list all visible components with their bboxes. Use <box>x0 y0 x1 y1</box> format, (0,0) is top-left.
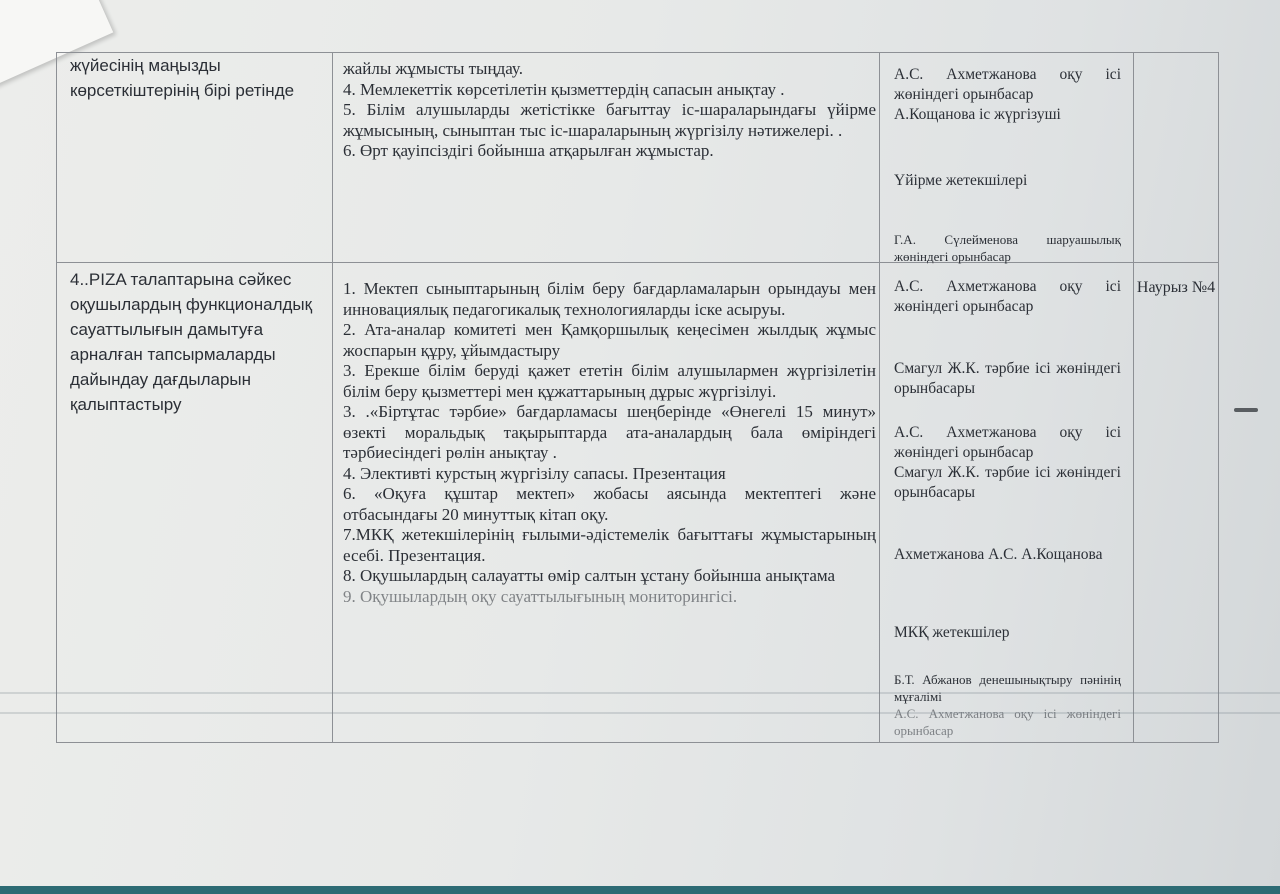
deadline-text <box>1134 53 1218 67</box>
responsible-person: Ахметжанова А.С. А.Кощанова <box>894 546 1103 563</box>
task-item: 1. Мектеп сыныптарының білім беру бағдарламаларын орындауы мен инновациялық педагогикалық технологияларды іске асыруы. <box>343 279 876 319</box>
task-item: 8. Оқушылардың салауатты өмір салтын ұстану бойынша анықтама <box>343 566 836 585</box>
task-item: 4. Мемлекеттік көрсетілетін қызметтердің сапасын анықтау . <box>343 79 785 99</box>
task-item: жайлы жұмысты тыңдау. <box>343 59 523 78</box>
task-item: 4. Элективті курстың жүргізілу сапасы. Презентация <box>343 463 726 483</box>
tasks-cell <box>333 53 880 263</box>
deadline-cell <box>1134 53 1219 263</box>
table-row <box>57 263 1219 743</box>
tasks-cell <box>333 263 880 743</box>
responsible-person: Смагул Ж.К. тәрбие ісі жөніндегі орынбасары <box>894 464 1121 501</box>
goal-cell <box>57 53 333 263</box>
task-item: 5. Білім алушыларды жетістікке бағыттау іс-шараларындағы үйірме жұмысының, сыныптан тыс іс-шараларының жүргізілу нәтижелері. . <box>343 100 876 140</box>
background-surface <box>0 886 1280 894</box>
task-item: 6. «Оқуға құштар мектеп» жобасы аясында мектептегі және отбасындағы 20 минуттық кітап оқу. <box>343 484 876 524</box>
responsible-person: Б.Т. Абжанов денешынықтыру пәнінің мұғалімі <box>894 672 1121 704</box>
work-plan-table <box>56 52 1219 743</box>
task-item: 9. Оқушылардың оқу сауаттылығының мониторингісі. <box>343 586 738 606</box>
responsible-person: А.С. Ахметжанова оқу ісі жөніндегі орынбасар <box>894 66 1121 103</box>
responsible-person: Г.А. Сүлейменова шаруашылық жөніндегі орынбасар <box>894 232 1121 264</box>
responsible-person: Смагул Ж.К. тәрбие ісі жөніндегі орынбасары <box>894 360 1121 397</box>
task-item: 3. Ерекше білім беруді қажет ететін білім алушылармен жүргізілетін білім беру қызметтері мен құжаттарының дұрыс жүргізілуі. <box>343 361 876 401</box>
deadline-text: Наурыз №4 <box>1136 279 1216 296</box>
paper-fold-line <box>0 712 1280 714</box>
task-item: 6. Өрт қауіпсіздігі бойынша атқарылған жұмыстар. <box>343 141 714 160</box>
goal-cell <box>57 263 333 743</box>
goal-text: жүйесінің маңызды көрсеткіштерінің бірі ретінде <box>70 56 295 100</box>
responsible-person: А.Кощанова іс жүргізуші <box>894 106 1061 123</box>
task-item: 7.МКҚ жетекшілерінің ғылыми-әдістемелік бағыттағы жұмыстарының есебі. Презентация. <box>343 525 876 565</box>
responsible-cell <box>880 53 1134 263</box>
table-row <box>57 53 1219 263</box>
task-item: 2. Ата-аналар комитеті мен Қамқоршылық кеңесімен жылдық жұмыс жоспарын құру, ұйымдастыру <box>343 320 876 360</box>
ink-smudge <box>1234 408 1258 412</box>
responsible-person: А.С. Ахметжанова оқу ісі жөніндегі орынбасар <box>894 706 1121 738</box>
responsible-person: А.С. Ахметжанова оқу ісі жөніндегі орынбасар <box>894 424 1121 461</box>
task-item: 3. .«Біртұтас тәрбие» бағдарламасы шеңберінде «Өнегелі 15 минут» өзекті моральдық тақырыптарда ата-аналардың бала өміріндегі тәрбиесіндегі рөлін анықтау . <box>343 402 876 462</box>
responsible-person: А.С. Ахметжанова оқу ісі жөніндегі орынбасар <box>894 278 1121 315</box>
responsible-cell <box>880 263 1134 743</box>
goal-text: 4..PIZA талаптарына сәйкес оқушылардың функционалдық сауаттылығын дамытуға арналған тапсырмаларды дайындау дағдыларын қалыптастыру <box>70 270 313 414</box>
paper-fold-line <box>0 692 1280 694</box>
responsible-person: МКҚ жетекшілер <box>894 624 1010 641</box>
deadline-cell <box>1134 263 1219 743</box>
responsible-person: Үйірме жетекшілері <box>894 172 1028 189</box>
